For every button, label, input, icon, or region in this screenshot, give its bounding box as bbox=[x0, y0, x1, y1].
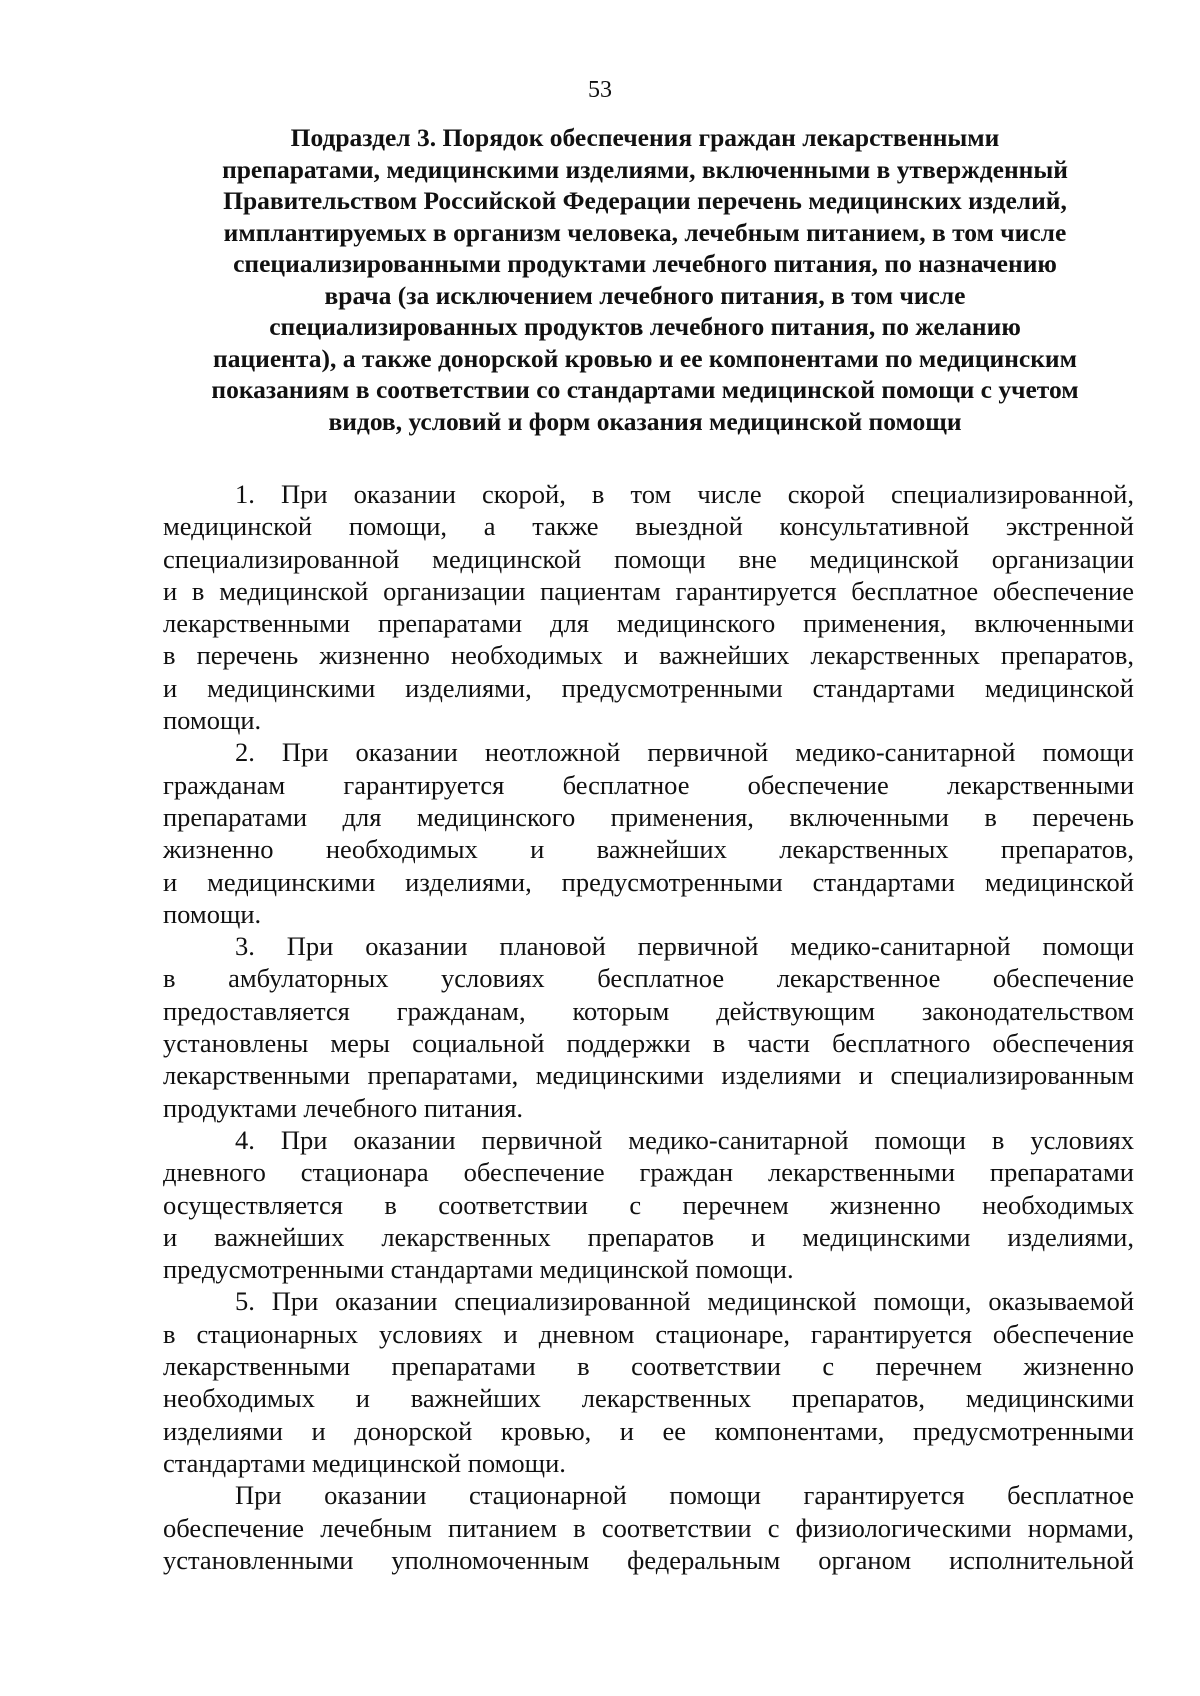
text-line: препаратами для медицинского применения, включенными в перечень bbox=[163, 801, 1134, 832]
heading-line: пациента), а также донорской кровью и ее компонентами по медицинским bbox=[213, 343, 1077, 373]
text-line: помощи. bbox=[163, 705, 262, 736]
document-body bbox=[163, 478, 1134, 1576]
text-line: помощи. bbox=[163, 898, 262, 929]
text-line: и важнейших лекарственных препаратов и медицинскими изделиями, bbox=[163, 1221, 1134, 1252]
text-line: в амбулаторных условиях бесплатное лекарственное обеспечение bbox=[163, 963, 1134, 994]
heading-line: специализированных продуктов лечебного питания, по желанию bbox=[269, 312, 1021, 341]
text-line: продуктами лечебного питания. bbox=[163, 1092, 524, 1123]
text-line: в перечень жизненно необходимых и важнейших лекарственных препаратов, bbox=[163, 640, 1134, 671]
text-line: специализированной медицинской помощи вне медицинской организации bbox=[163, 543, 1134, 574]
text-line: 5. При оказании специализированной медицинской помощи, оказываемой bbox=[235, 1286, 1134, 1317]
text-line: обеспечение лечебным питанием в соответствии с физиологическими нормами, bbox=[163, 1512, 1134, 1543]
heading-line: Правительством Российской Федерации перечень медицинских изделий, bbox=[223, 186, 1067, 215]
section-heading bbox=[150, 122, 1140, 437]
paragraph-3 bbox=[163, 930, 1134, 1124]
text-line: установленными уполномоченным федеральным органом исполнительной bbox=[163, 1544, 1134, 1575]
text-line: 4. При оказании первичной медико-санитарной помощи в условиях bbox=[235, 1124, 1134, 1155]
paragraph-1 bbox=[163, 478, 1134, 736]
text-line: предусмотренными стандартами медицинской помощи. bbox=[163, 1254, 794, 1285]
text-line: установлены меры социальной поддержки в части бесплатного обеспечения bbox=[163, 1028, 1134, 1059]
text-line: осуществляется в соответствии с перечнем жизненно необходимых bbox=[163, 1189, 1134, 1220]
heading-line: специализированными продуктами лечебного питания, по назначению bbox=[233, 249, 1057, 278]
paragraph-6 bbox=[163, 1479, 1134, 1576]
text-line: и медицинскими изделиями, предусмотренными стандартами медицинской bbox=[163, 672, 1134, 703]
heading-line: имплантируемых в организм человека, лечебным питанием, в том числе bbox=[223, 217, 1067, 247]
heading-line: показаниям в соответствии со стандартами медицинской помощи с учетом bbox=[211, 375, 1079, 404]
text-line: предоставляется гражданам, которым действующим законодательством bbox=[163, 995, 1134, 1026]
paragraph-2 bbox=[163, 736, 1134, 930]
paragraph-5 bbox=[163, 1285, 1134, 1479]
text-line: 3. При оказании плановой первичной медико-санитарной помощи bbox=[235, 931, 1134, 962]
heading-line: препаратами, медицинскими изделиями, включенными в утвержденный bbox=[222, 154, 1068, 184]
text-line: 1. При оказании скорой, в том числе скорой специализированной, bbox=[235, 479, 1134, 509]
text-line: 2. При оказании неотложной первичной медико-санитарной помощи bbox=[235, 737, 1134, 768]
text-line: стандартами медицинской помощи. bbox=[163, 1447, 566, 1478]
text-line: дневного стационара обеспечение граждан лекарственными препаратами bbox=[163, 1157, 1134, 1188]
heading-line: Подраздел 3. Порядок обеспечения граждан лекарственными bbox=[290, 123, 1000, 152]
heading-line: видов, условий и форм оказания медицинской помощи bbox=[328, 406, 962, 436]
text-line: и медицинскими изделиями, предусмотренными стандартами медицинской bbox=[163, 866, 1134, 897]
text-line: лекарственными препаратами в соответствии с перечнем жизненно bbox=[163, 1351, 1134, 1382]
text-line: изделиями и донорской кровью, и ее компонентами, предусмотренными bbox=[163, 1415, 1134, 1446]
text-line: При оказании стационарной помощи гарантируется бесплатное bbox=[235, 1480, 1134, 1511]
text-line: лекарственными препаратами, медицинскими изделиями и специализированным bbox=[163, 1060, 1134, 1091]
text-line: гражданам гарантируется бесплатное обеспечение лекарственными bbox=[163, 769, 1134, 800]
text-line: лекарственными препаратами для медицинского применения, включенными bbox=[163, 608, 1134, 639]
heading-line: врача (за исключением лечебного питания, в том числе bbox=[324, 280, 966, 310]
text-line: в стационарных условиях и дневном стационаре, гарантируется обеспечение bbox=[163, 1318, 1134, 1349]
text-line: жизненно необходимых и важнейших лекарственных препаратов, bbox=[163, 834, 1134, 865]
text-line: необходимых и важнейших лекарственных препаратов, медицинскими bbox=[163, 1383, 1134, 1414]
text-line: медицинской помощи, а также выездной консультативной экстренной bbox=[163, 511, 1134, 542]
paragraph-4 bbox=[163, 1124, 1134, 1285]
page-number: 53 bbox=[588, 77, 612, 103]
text-line: и в медицинской организации пациентам гарантируется бесплатное обеспечение bbox=[163, 575, 1134, 606]
